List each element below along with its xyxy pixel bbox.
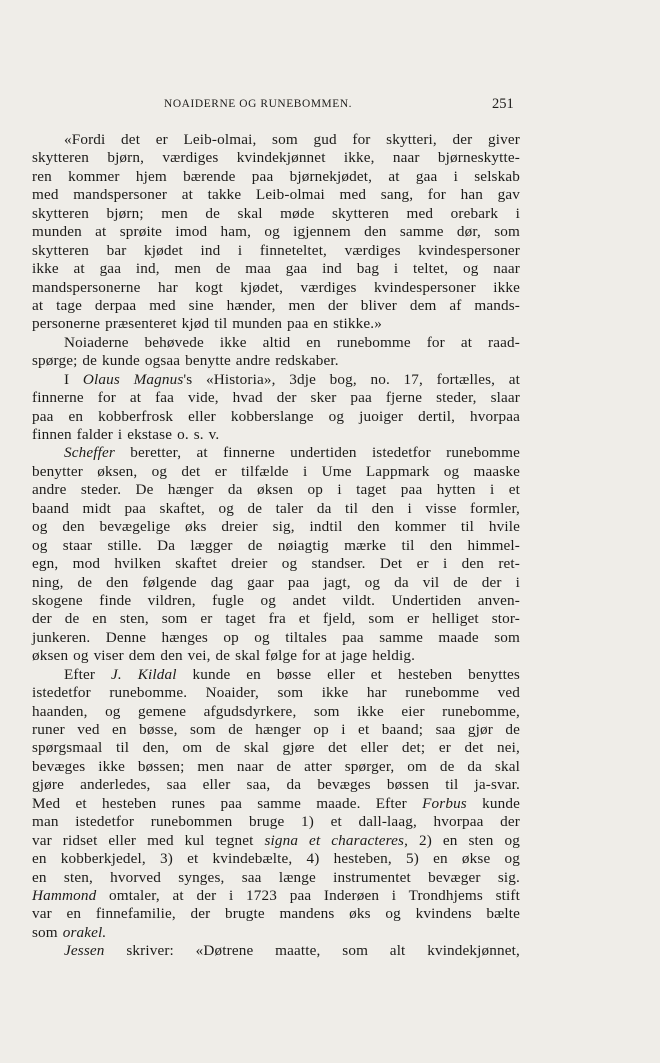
text-line bbox=[32, 371, 520, 389]
text-run: gjøre anderledes, saa eller saa, da bevæges bøssen til ja-svar. bbox=[32, 776, 520, 794]
text-line bbox=[32, 666, 520, 684]
text-line bbox=[32, 463, 520, 481]
text-line bbox=[32, 352, 520, 370]
text-run: at tage derpaa med sine hænder, men der bliver dem af mands- bbox=[32, 296, 520, 314]
text-run: spørgsmaal til den, om de skal gjøre det eller det; er det nei, bbox=[32, 739, 520, 757]
text-run: skytteren bar kjødet ind i finneteltet, værdiges kvindespersoner bbox=[32, 241, 520, 259]
text-run: der de en sten, som er taget fra et fjeld, som er helliget stor- bbox=[32, 610, 520, 628]
text-run: og den bevægelige øks dreier sig, indtil den kommer til hvile bbox=[32, 518, 520, 536]
text-run: mandspersonerne har kogt kjødet, værdiges kvindespersoner ikke bbox=[32, 278, 520, 296]
text-run: beretter, at finnerne undertiden istedetfor runebomme bbox=[114, 444, 520, 462]
text-line bbox=[32, 518, 520, 536]
text-run: istedetfor runebomme. Noaider, som ikke har runebomme ved bbox=[32, 684, 520, 702]
text-run: Noiaderne behøvede ikke altid en runebomme for at raad- bbox=[64, 333, 520, 351]
text-run: personerne præsenteret kjød til munden paa en stikke.» bbox=[32, 315, 382, 333]
text-line bbox=[32, 869, 520, 887]
text-line bbox=[32, 721, 520, 739]
text-run: runer ved en bøsse, som de hænger op i et baand; saa gjør de bbox=[32, 721, 520, 738]
italic-text: orakel. bbox=[62, 923, 107, 941]
text-line bbox=[32, 647, 520, 665]
text-line bbox=[32, 223, 520, 241]
text-run: Efter bbox=[64, 665, 111, 683]
text-line bbox=[32, 555, 520, 573]
text-run: omtaler, at der i 1723 paa Inderøen i Trondhjems stift bbox=[96, 886, 520, 904]
text-run: «Fordi det er Leib-olmai, som gud for skytteri, der giver bbox=[64, 131, 520, 148]
text-line bbox=[32, 684, 520, 702]
text-line bbox=[32, 297, 520, 315]
text-line bbox=[32, 444, 520, 462]
italic-text: Hammond bbox=[32, 886, 97, 904]
text-run: 's «Historia», 3dje bog, no. 17, fortælles, at bbox=[183, 370, 521, 388]
text-run: var ridset eller med kul tegnet bbox=[32, 831, 265, 849]
text-line bbox=[32, 942, 520, 960]
text-run: spørge; de kunde ogsaa benytte andre redskaber. bbox=[32, 352, 339, 370]
text-run: som bbox=[32, 923, 63, 941]
text-line bbox=[32, 389, 520, 407]
text-line bbox=[32, 205, 520, 223]
text-run: skriver: «Døtrene maatte, som alt kvindekjønnet, bbox=[104, 942, 520, 960]
text-run: , 2) en sten og bbox=[404, 831, 520, 849]
text-run: paa en kobberfrosk eller kobberslange og juoiger dertil, hvorpaa bbox=[32, 407, 520, 425]
text-run: bevæges ikke bøssen; men naar de atter spørger, om de da skal bbox=[32, 757, 520, 775]
text-run: I bbox=[64, 370, 83, 388]
text-run: haanden, og gemene afgudsdyrkere, som ikke eier runebomme, bbox=[32, 702, 520, 720]
text-line bbox=[32, 795, 520, 813]
text-line bbox=[32, 739, 520, 757]
text-run: ren kommer hjem bærende paa bjørnekjødet, at gaa i selskab bbox=[32, 167, 520, 185]
text-run: man istedetfor runebommen bruge 1) et dall-laag, hvorpaa der bbox=[32, 813, 520, 831]
italic-text: Scheffer bbox=[64, 444, 115, 462]
text-run: ikke at gaa ind, men de maa gaa ind bag i teltet, og naar bbox=[32, 260, 520, 278]
text-line bbox=[32, 315, 520, 333]
text-run: baand midt paa skaftet, og de taler da til den i visse formler, bbox=[32, 499, 520, 517]
text-run: skogene finde vildren, fugle og andet vildt. Undertiden anven- bbox=[32, 591, 520, 609]
text-line bbox=[32, 592, 520, 610]
italic-text: Jessen bbox=[64, 942, 105, 960]
text-line bbox=[32, 149, 520, 167]
italic-text: signa et characteres bbox=[264, 831, 405, 849]
text-run: andre steder. De hænger da øksen op i taget paa hytten i et bbox=[32, 481, 520, 499]
page-number: 251 bbox=[492, 96, 514, 112]
text-run: skytteren bjørn; men de skal møde skytteren med orebark i bbox=[32, 204, 520, 222]
italic-text: J. Kildal bbox=[111, 665, 177, 683]
text-line bbox=[32, 481, 520, 499]
text-line bbox=[32, 832, 520, 850]
text-line bbox=[32, 703, 520, 721]
text-run: var en finnefamilie, der brugte mandens øks og kvindens bælte bbox=[32, 905, 520, 923]
text-line bbox=[32, 776, 520, 794]
text-run: med mandspersoner at takke Leib-olmai med sang, for han gav bbox=[32, 186, 520, 204]
body-text bbox=[32, 131, 520, 961]
text-line bbox=[32, 334, 520, 352]
text-line bbox=[32, 186, 520, 204]
text-run: ning, de den følgende dag gaar paa jagt, og da vil de der i bbox=[32, 573, 520, 591]
running-head: NOAIDERNE OG RUNEBOMMEN. bbox=[164, 98, 353, 110]
text-line bbox=[32, 168, 520, 186]
text-line bbox=[32, 537, 520, 555]
text-run: egn, mod hvilken skaftet dreier og standser. Det er i den ret- bbox=[32, 555, 520, 573]
text-line bbox=[32, 905, 520, 923]
text-line bbox=[32, 426, 520, 444]
italic-text: Olaus Magnus bbox=[82, 370, 184, 388]
text-line bbox=[32, 260, 520, 278]
text-line bbox=[32, 574, 520, 592]
text-run: kunde en bøsse eller et hesteben benyttes bbox=[176, 665, 520, 683]
text-line bbox=[32, 610, 520, 628]
text-run: benytter øksen, og det er tilfælde i Ume Lappmark og maaske bbox=[32, 462, 520, 480]
text-run: en kobberkjedel, 3) et kvindebælte, 4) hesteben, 5) en økse og bbox=[32, 850, 520, 868]
text-line bbox=[32, 408, 520, 426]
text-run: finnen falder i ekstase o. s. v. bbox=[32, 426, 220, 443]
text-line bbox=[32, 500, 520, 518]
page-header bbox=[32, 96, 520, 116]
text-line bbox=[32, 887, 520, 905]
text-line bbox=[32, 813, 520, 831]
text-line bbox=[32, 629, 520, 647]
text-line bbox=[32, 758, 520, 776]
text-run: munden at sprøite imod ham, og igjennem den samme dør, som bbox=[32, 223, 520, 241]
text-run: finnerne for at faa vide, hvad der sker paa fjerne steder, slaar bbox=[32, 389, 520, 407]
italic-text: Forbus bbox=[422, 794, 467, 812]
text-line bbox=[32, 924, 520, 942]
text-run: Med et hesteben runes paa samme maade. Efter bbox=[32, 794, 423, 812]
text-line bbox=[32, 279, 520, 297]
text-run: og staar stille. Da lægger de nøiagtig mærke til den himmel- bbox=[32, 536, 520, 554]
text-run: øksen og viser dem den vei, de skal følge for at jage heldig. bbox=[32, 647, 416, 665]
text-run: kunde bbox=[466, 794, 520, 812]
text-line bbox=[32, 850, 520, 868]
text-run: skytteren bjørn, værdiges kvindekjønnet ikke, naar bjørneskytte- bbox=[32, 149, 520, 167]
text-run: en sten, hvorved synges, saa længe instrumentet bevæger sig. bbox=[32, 868, 520, 886]
text-run: junkeren. Denne hænges op og tiltales paa samme maade som bbox=[32, 628, 520, 646]
text-line bbox=[32, 242, 520, 260]
text-line bbox=[32, 131, 520, 149]
